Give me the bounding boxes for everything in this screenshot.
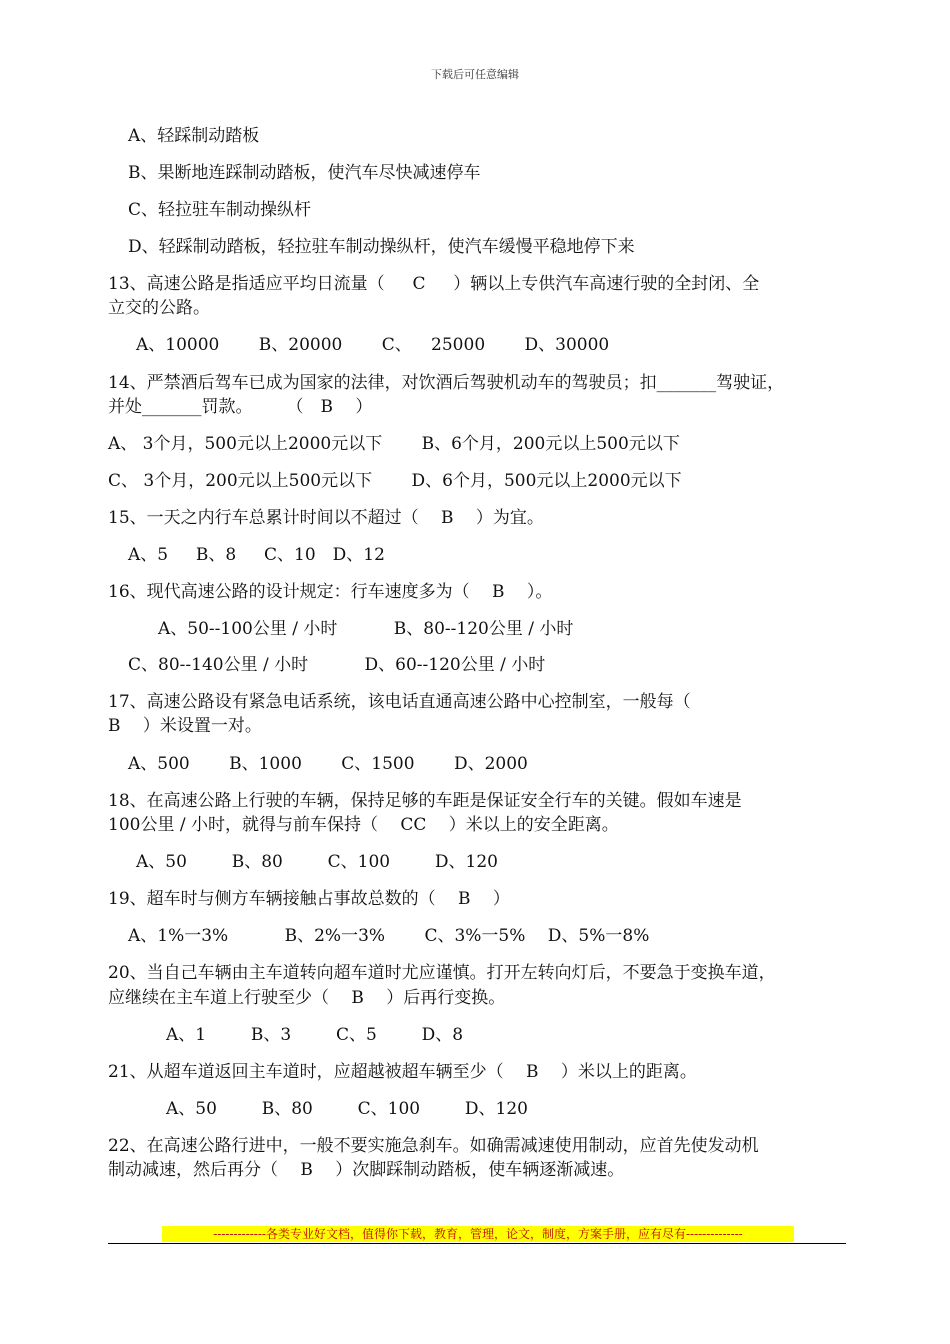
option-line: B、果断地连踩制动踏板，使汽车尽快减速停车 <box>128 163 481 183</box>
question-line: 15、一天之内行车总累计时间以不超过（ B ）为宜。 <box>108 508 544 528</box>
option-line: A、500 B、1000 C、1500 D、2000 <box>128 754 528 774</box>
question-line: 并处_______罚款。 （ B ） <box>108 397 373 417</box>
question-line: 立交的公路。 <box>108 298 210 318</box>
question-line: B ）米设置一对。 <box>108 716 262 736</box>
question-line: 22、在高速公路行进中，一般不要实施急刹车。如确需减速使用制动，应首先使发动机 <box>108 1136 759 1156</box>
option-line: A、50 B、80 C、100 D、120 <box>136 852 498 872</box>
option-line: A、5 B、8 C、10 D、12 <box>128 545 385 565</box>
question-line: 19、超车时与侧方车辆接触占事故总数的（ B ） <box>108 889 510 909</box>
option-line: A、1%一3% B、2%一3% C、3%一5% D、5%一8% <box>128 926 650 946</box>
option-line: C、80--140公里 / 小时 D、60--120公里 / 小时 <box>128 655 546 675</box>
question-line: 100公里 / 小时，就得与前车保持（ CC ）米以上的安全距离。 <box>108 815 619 835</box>
option-line: A、10000 B、20000 C、 25000 D、30000 <box>136 335 610 355</box>
question-line: 20、当自己车辆由主车道转向超车道时尤应谨慎。打开左转向灯后，不要急于变换车道， <box>108 963 776 983</box>
option-line: C、轻拉驻车制动操纵杆 <box>128 200 312 220</box>
option-line: A、1 B、3 C、5 D、8 <box>166 1025 464 1045</box>
question-line: 21、从超车道返回主车道时，应超越被超车辆至少（ B ）米以上的距离。 <box>108 1062 697 1082</box>
question-line: 制动减速，然后再分（ B ）次脚踩制动踏板，使车辆逐渐减速。 <box>108 1160 625 1180</box>
option-line: A、轻踩制动踏板 <box>128 126 260 146</box>
question-line: 14、严禁酒后驾车已成为国家的法律，对饮酒后驾驶机动车的驾驶员；扣_______驾驶证， <box>108 373 785 393</box>
option-line: C、 3个月，200元以上500元以下 D、6个月，500元以上2000元以下 <box>108 471 682 491</box>
question-line: 应继续在主车道上行驶至少（ B ）后再行变换。 <box>108 988 506 1008</box>
question-line: 16、现代高速公路的设计规定：行车速度多为（ B ）。 <box>108 582 553 602</box>
option-line: D、轻踩制动踏板，轻拉驻车制动操纵杆，使汽车缓慢平稳地停下来 <box>128 237 635 257</box>
question-line: 18、在高速公路上行驶的车辆，保持足够的车距是保证安全行车的关键。假如车速是 <box>108 791 742 811</box>
option-line: A、50--100公里 / 小时 B、80--120公里 / 小时 <box>158 619 574 639</box>
question-line: 17、高速公路设有紧急电话系统，该电话直通高速公路中心控制室，一般每（ <box>108 692 691 712</box>
footer-banner: -------------各类专业好文档，值得你下载，教育，管理，论文，制度，方案手册，应有尽有-------------- <box>162 1226 794 1242</box>
option-line: A、 3个月，500元以上2000元以下 B、6个月，200元以上500元以下 <box>108 434 680 454</box>
question-line: 13、高速公路是指适应平均日流量（ C ）辆以上专供汽车高速行驶的全封闭、全 <box>108 274 760 294</box>
option-line: A、50 B、80 C、100 D、120 <box>166 1099 528 1119</box>
page-header: 下载后可任意编辑 <box>431 68 519 81</box>
footer-divider <box>108 1243 846 1244</box>
